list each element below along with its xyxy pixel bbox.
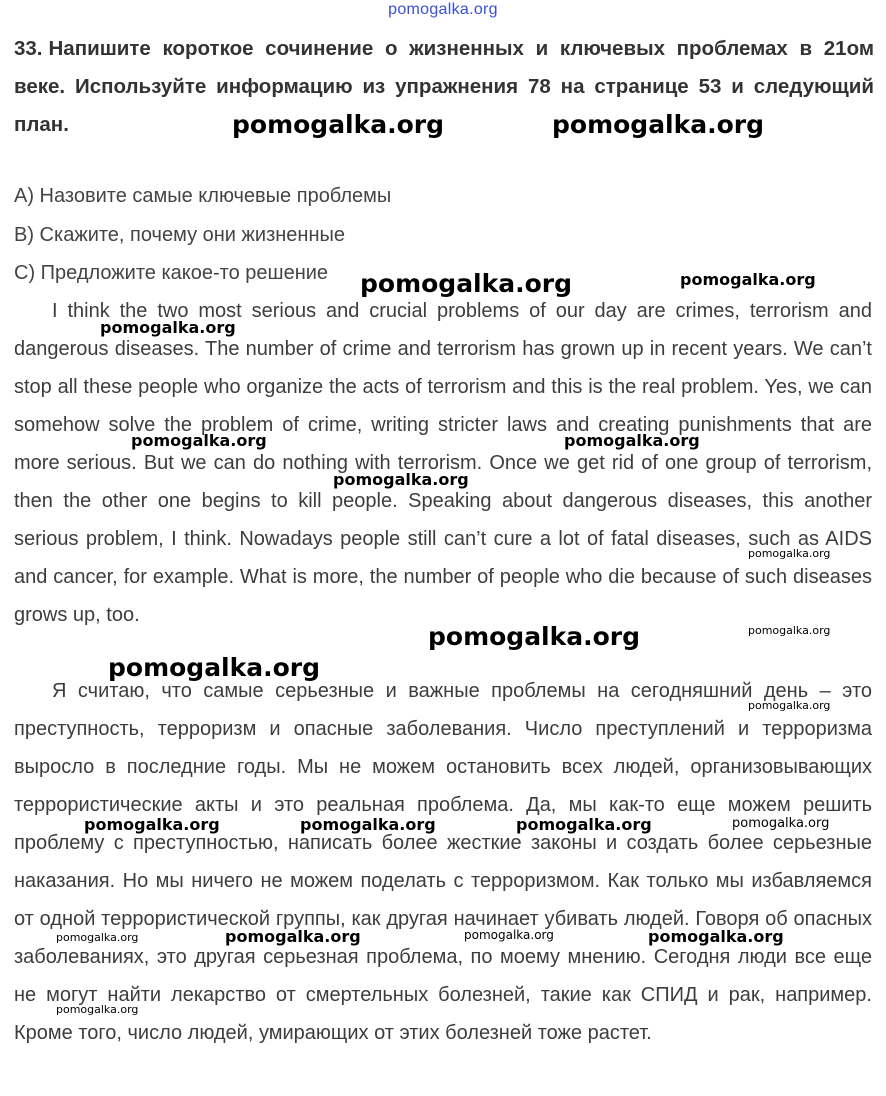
watermark: pomogalka.org	[333, 470, 469, 489]
watermark: pomogalka.org	[748, 624, 831, 637]
plan-item-a: A) Назовите самые ключевые проблемы	[14, 185, 392, 207]
watermark: pomogalka.org	[564, 431, 700, 450]
watermark: pomogalka.org	[748, 699, 831, 712]
watermark: pomogalka.org	[732, 816, 830, 831]
plan-item-c: C) Предложите какое-то решение	[14, 262, 329, 284]
watermark: pomogalka.org	[56, 931, 139, 944]
watermark: pomogalka.org	[84, 815, 220, 834]
watermark: pomogalka.org	[232, 110, 445, 139]
watermark: pomogalka.org	[516, 815, 652, 834]
watermark: pomogalka.org	[100, 318, 236, 337]
watermark: pomogalka.org	[225, 927, 361, 946]
watermark: pomogalka.org	[131, 431, 267, 450]
watermark: pomogalka.org	[748, 547, 831, 560]
essay-english-text: I think the two most serious and crucial problems of our day are crimes, terrorism and dangerous diseases. The number of crime and terrorism has grown up in recent years. We can’t stop all these people who organize the acts of terrorism and this is the real problem. Yes, we can somehow solve the problem of crime, writing stricter laws and creating punishments that are more serious. But we can do nothing with terrorism. Once we get rid of one group of terrorism, then the other one begins to kill people. Speaking about dangerous diseases, this another serious problem, I think. Nowadays people still can’t cure a lot of fatal diseases, such as AIDS and cancer, for example. What is more, the number of people who die because of such diseases grows up, too.	[14, 300, 872, 626]
watermark: pomogalka.org	[360, 269, 573, 298]
watermark: pomogalka.org	[56, 1003, 139, 1016]
site-header[interactable]: pomogalka.org	[388, 1, 498, 18]
watermark: pomogalka.org	[464, 928, 554, 942]
plan-item-b: B) Скажите, почему они жизненные	[14, 224, 345, 246]
essay-russian-text: Я считаю, что самые серьезные и важные проблемы на сегодняшний день – это преступность, терроризм и опасные заболевания. Число преступлений и терроризма выросло в последние годы. Мы не можем остановить всех людей, организовывающих террористические акты и это реальная проблема. Да, мы как-то еще можем решить проблему с преступностью, написать более жесткие законы и создать более серьезные наказания. Но мы ничего не можем поделать с терроризмом. Как только мы избавляемся от одной террористической группы, как другая начинает убивать людей. Говоря об опасных заболеваниях, это другая серьезная проблема, по моему мнению. Сегодня люди все еще не могут найти лекарство от смертельных болезней, такие как СПИД и рак, например. Кроме того, число людей, умирающих от этих болезней тоже растет.	[14, 680, 872, 1044]
essay-russian	[14, 672, 872, 1052]
watermark: pomogalka.org	[552, 110, 765, 139]
watermark: pomogalka.org	[428, 622, 641, 651]
task-number: 33.	[14, 37, 43, 60]
task-text: Напишите короткое сочинение о жизненных и ключевых проблемах в 21ом веке. Используйте информацию из упражнения 78 на странице 53 и следующий план.	[14, 37, 874, 136]
watermark: pomogalka.org	[680, 270, 816, 289]
watermark: pomogalka.org	[648, 927, 784, 946]
watermark: pomogalka.org	[108, 653, 321, 682]
watermark: pomogalka.org	[300, 815, 436, 834]
